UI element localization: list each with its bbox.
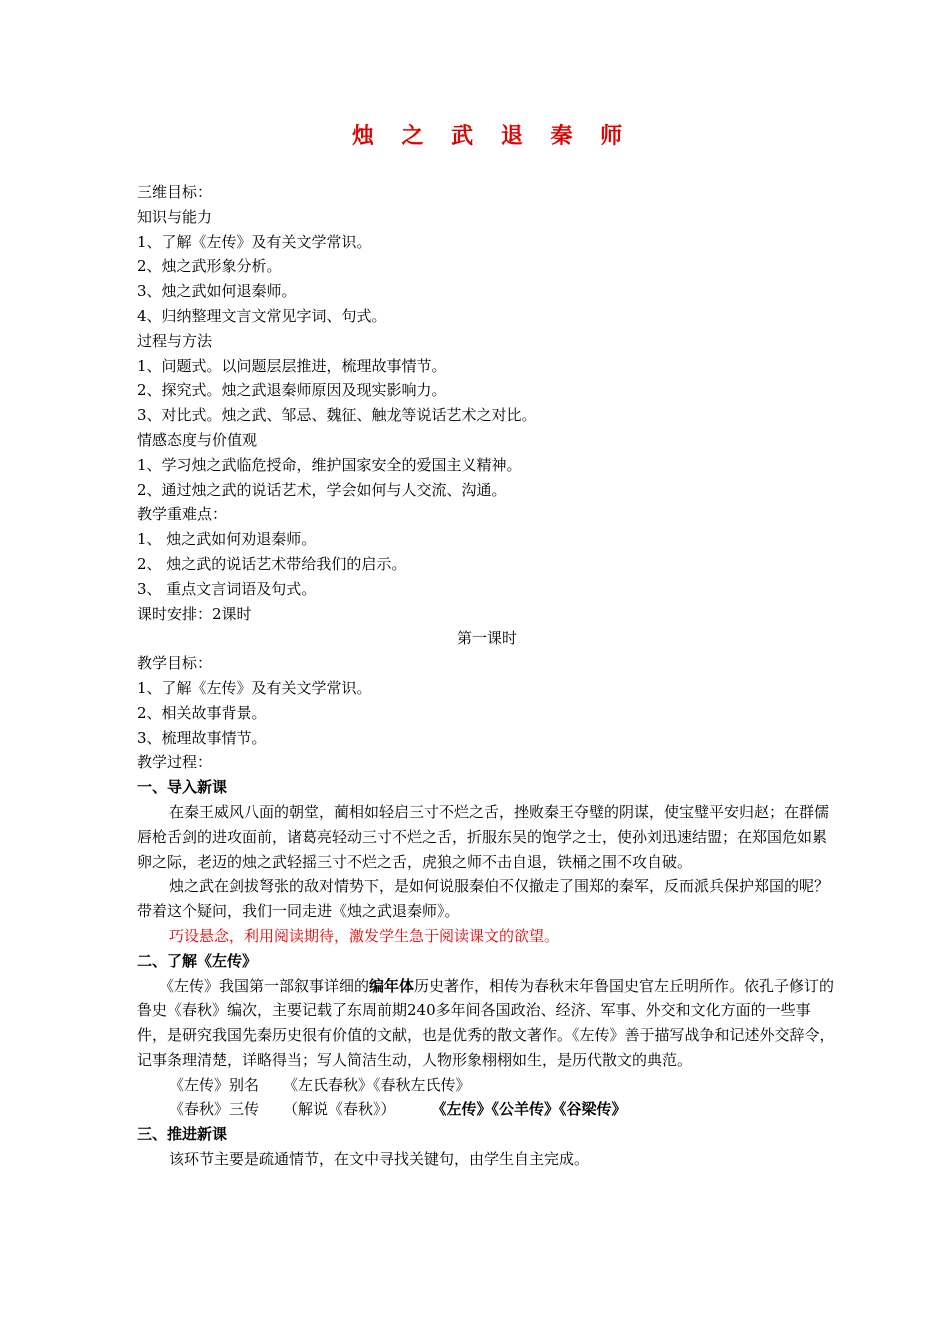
- schedule: 课时安排：2课时: [137, 604, 252, 623]
- document-page: [137, 118, 837, 1172]
- section-heading-new-lesson: 三、推进新课: [137, 1125, 228, 1144]
- zuozhuan-paragraph: [137, 974, 837, 1073]
- alias-value: 《左氏春秋》《春秋左氏传》: [283, 1075, 471, 1094]
- document-title: 烛 之 武 退 秦 师: [351, 123, 633, 149]
- process-item: 3、对比式。烛之武、邹忌、魏征、触龙等说话艺术之对比。: [137, 406, 537, 425]
- new-lesson-paragraph: 该环节主要是疏通情节，在文中寻找关键句，由学生自主完成。: [169, 1150, 590, 1169]
- goals-heading: 三维目标：: [137, 183, 213, 201]
- zuozhuan-text-b: 历史著作，相传为春秋末年鲁国史官左丘明所作。依孔子修订的鲁史《春秋》编次，主要记载了东周前期240多年间各国政治、经济、军事、外交和文化方面的一些事件，是研究我国先秦历史很有价值的文献，也是优秀的散文著作。《左传》善于描写战争和记述外交辞令，记事条理清楚，详略得当；写人简洁生动，人物形象栩栩如生，是历代散文的典范。: [137, 976, 835, 1069]
- zuozhuan-bold-term: 编年体: [369, 976, 415, 995]
- key-heading: 教学重难点：: [137, 505, 228, 524]
- lesson-goals-heading: 教学目标：: [137, 654, 213, 673]
- knowledge-item: 4、归纳整理文言文常见字词、句式。: [137, 306, 387, 325]
- emotion-heading: 情感态度与价值观: [137, 430, 258, 449]
- section-heading-zuozhuan: 二、了解《左传》: [137, 951, 258, 970]
- process-heading: 过程与方法: [137, 331, 213, 350]
- knowledge-item: 2、烛之武形象分析。: [137, 257, 282, 276]
- process-item: 1、问题式。以问题层层推进，梳理故事情节。: [137, 356, 447, 375]
- section-heading-intro: 一、导入新课: [137, 778, 228, 797]
- knowledge-item: 1、了解《左传》及有关文学常识。: [137, 232, 372, 251]
- lesson-goal-item: 1、了解《左传》及有关文学常识。: [137, 678, 372, 697]
- lesson-title: 第一课时: [456, 629, 517, 648]
- alias-line: [137, 1073, 837, 1098]
- intro-paragraph-2: 烛之武在剑拔弩张的敌对情势下，是如何说服秦伯不仅撤走了围郑的秦军，反而派兵保护郑国的呢？带着这个疑问，我们一同走进《烛之武退秦师》。: [137, 877, 830, 921]
- alias-label: 《左传》别名: [169, 1075, 260, 1094]
- three-commentaries-line: [137, 1097, 837, 1122]
- three-value: 《左传》《公羊传》《谷梁传》: [431, 1100, 627, 1119]
- key-item: 3、 重点文言词语及句式。: [137, 579, 317, 598]
- intro-paragraph-1: 在秦王威风八面的朝堂，蔺相如轻启三寸不烂之舌，挫败秦王夺璧的阴谋，使宝璧平安归赵；在群儒唇枪舌剑的进攻面前，诸葛亮轻动三寸不烂之舌，折服东吴的饱学之士，使孙刘迅速结盟；在郑国危如累卵之际，老迈的烛之武轻摇三寸不烂之舌，虎狼之师不击自退，铁桶之围不攻自破。: [137, 802, 830, 871]
- three-label: 《春秋》三传: [169, 1100, 260, 1119]
- key-item: 1、 烛之武如何劝退秦师。: [137, 530, 317, 549]
- knowledge-heading: 知识与能力: [137, 207, 213, 226]
- emotion-item: 1、学习烛之武临危授命，维护国家安全的爱国主义精神。: [137, 455, 522, 474]
- emotion-item: 2、通过烛之武的说话艺术，学会如何与人交流、沟通。: [137, 480, 507, 499]
- lesson-goal-item: 3、梳理故事情节。: [137, 728, 267, 747]
- process-label: 教学过程：: [137, 753, 213, 772]
- zuozhuan-text-a: 《左传》我国第一部叙事详细的: [159, 976, 370, 995]
- three-note: （解说《春秋》）: [283, 1100, 396, 1119]
- lesson-goal-item: 2、相关故事背景。: [137, 703, 267, 722]
- process-item: 2、探究式。烛之武退秦师原因及现实影响力。: [137, 381, 447, 400]
- teaching-note: 巧设悬念，利用阅读期待，激发学生急于阅读课文的欲望。: [169, 926, 560, 945]
- key-item: 2、 烛之武的说话艺术带给我们的启示。: [137, 554, 407, 573]
- knowledge-item: 3、烛之武如何退秦师。: [137, 282, 297, 301]
